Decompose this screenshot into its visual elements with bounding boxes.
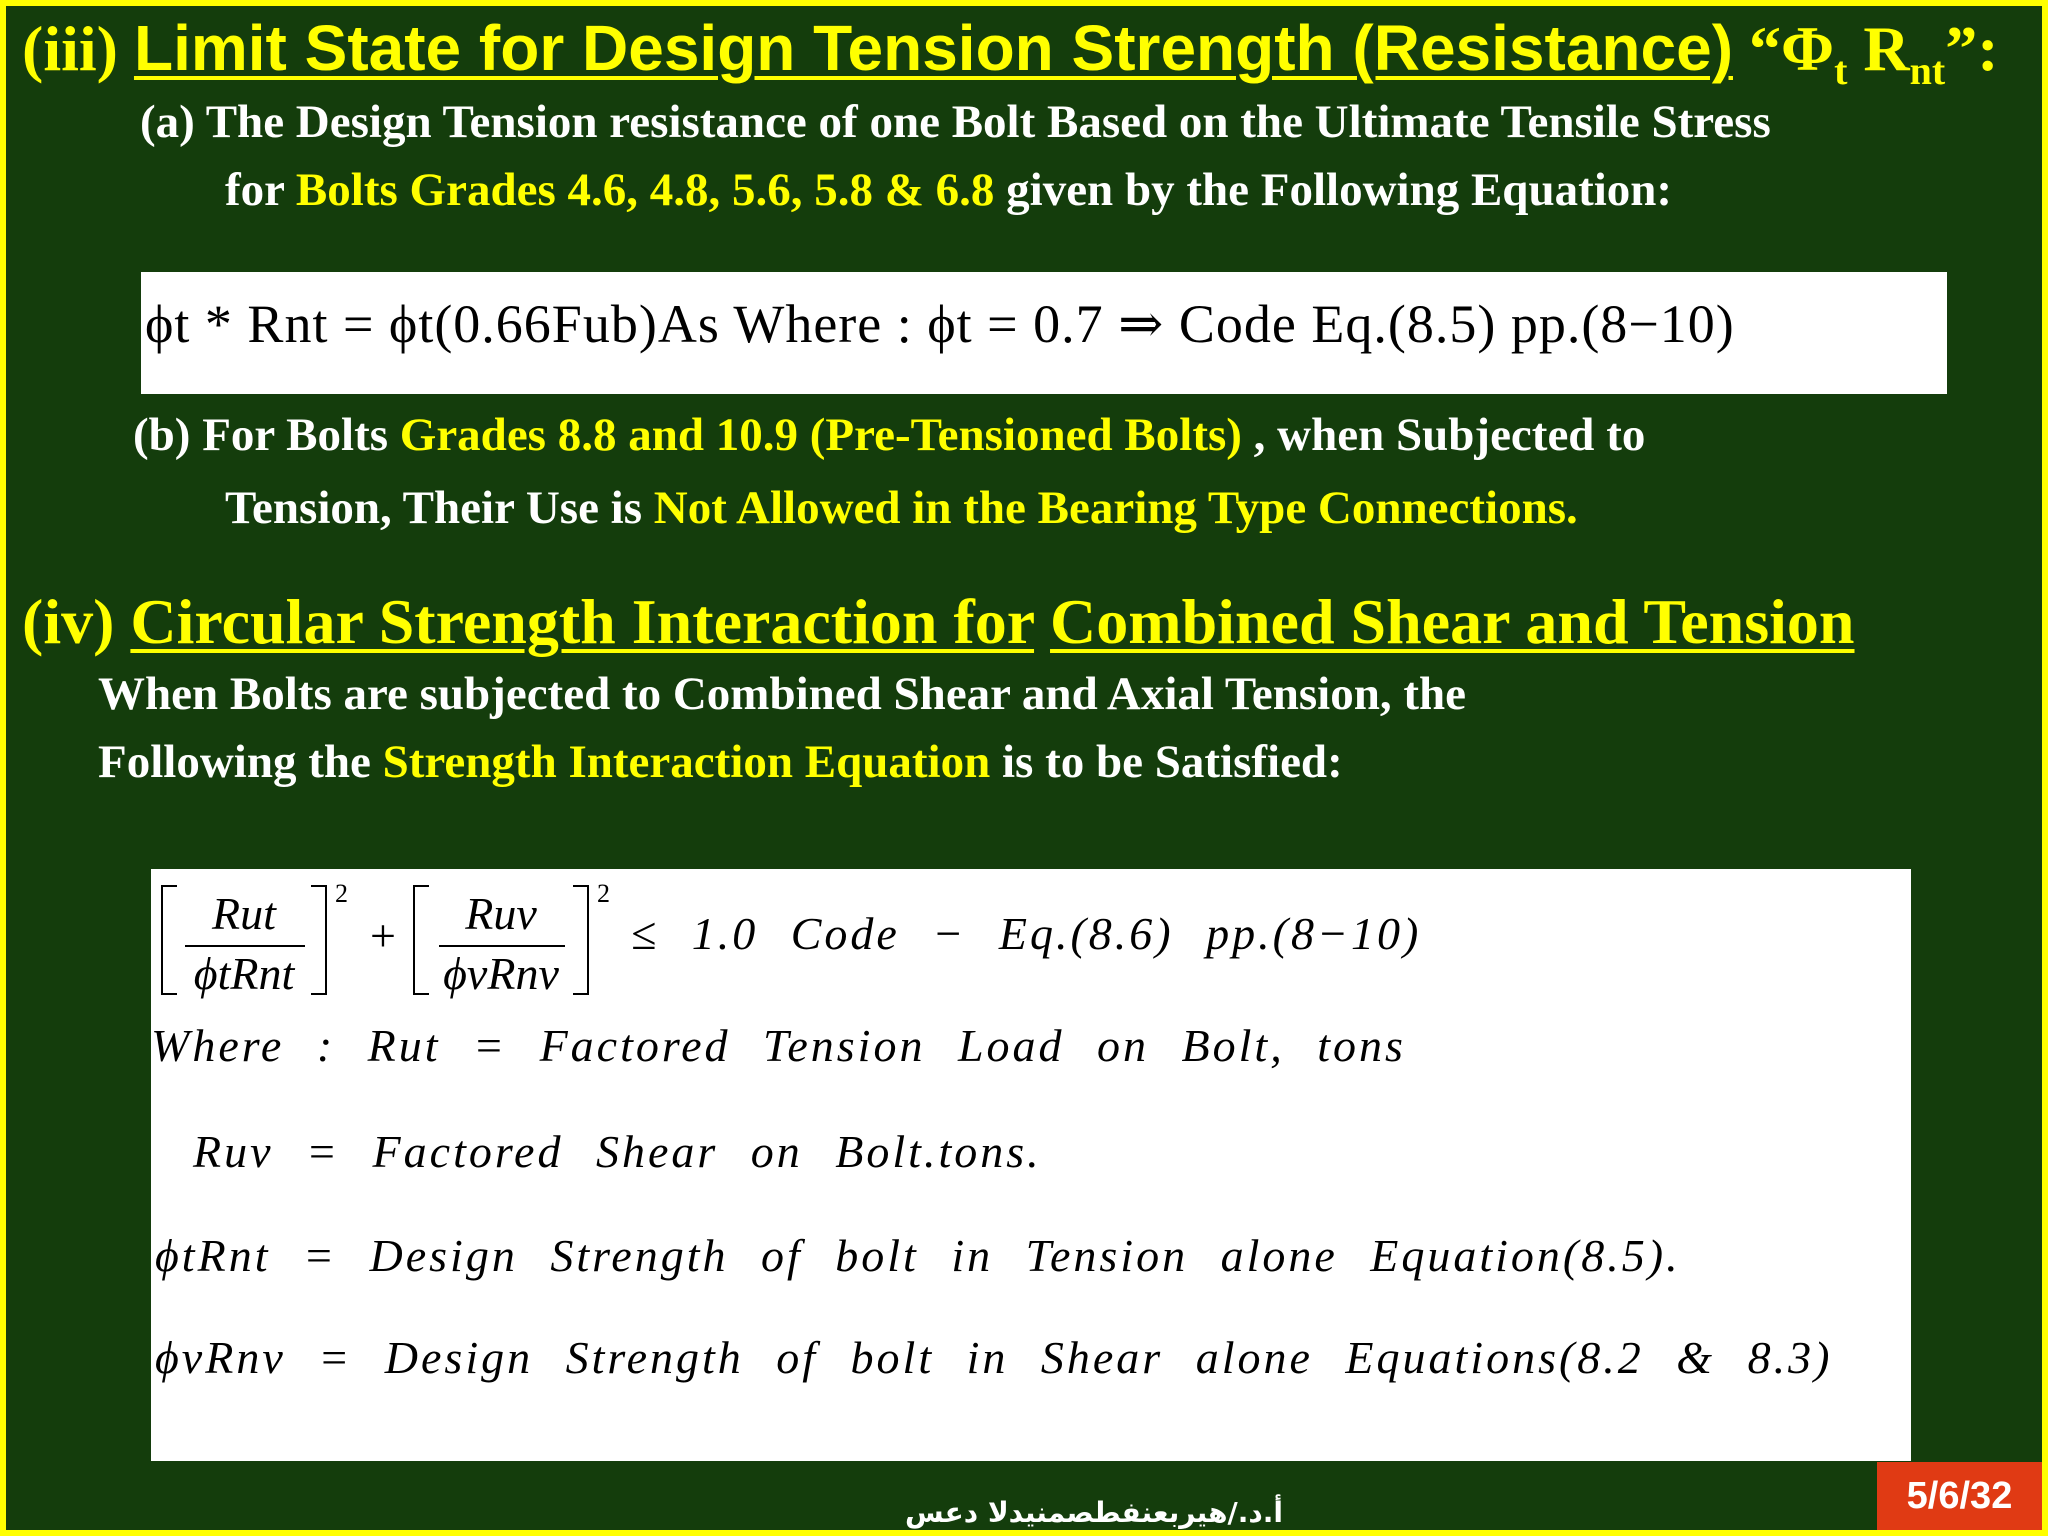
interaction-rhs: ≤ 1.0 Code − Eq.(8.6) pp.(8−10) <box>631 908 1422 959</box>
bracket-left-1 <box>161 885 177 995</box>
section-iii-a-line1: (a) The Design Tension resistance of one Bolt Based on the Ultimate Tensile Stress <box>140 96 1771 148</box>
exponent-2: 2 <box>597 879 610 908</box>
section-iii-a-line2: for Bolts Grades 4.6, 4.8, 5.6, 5.8 & 6.8 given by the Following Equation: <box>225 164 1673 216</box>
page-number-badge: 5/6/32 <box>1877 1462 2042 1530</box>
section-iii-b-line1: (b) For Bolts Grades 8.8 and 10.9 (Pre-Tensioned Bolts) , when Subjected to <box>133 409 1646 461</box>
where-row-3: ϕtRnt = Design Strength of bolt in Tension alone Equation(8.5). <box>155 1230 1681 1281</box>
plus-sign: + <box>370 910 396 961</box>
fraction-1-numerator: Rut <box>212 888 276 939</box>
fraction-2-numerator: Ruv <box>465 888 537 939</box>
bracket-left-2 <box>413 885 429 995</box>
section-iii-symbol: “$\Phi_t$ $R_{nt}$”: <box>1749 13 1999 93</box>
section-iii-title: Limit State for Design Tension Strength (Resistance) <box>133 12 1733 84</box>
section-iv-line1: When Bolts are subjected to Combined Shear and Axial Tension, the <box>98 668 1467 720</box>
bracket-right-1 <box>311 885 327 995</box>
section-iv-heading <box>22 582 1855 662</box>
where-row-4: ϕvRnv = Design Strength of bolt in Shear alone Equations(8.2 & 8.3) <box>155 1332 1833 1383</box>
where-row-1: Where : Rut = Factored Tension Load on Bolt, tons <box>151 1020 1406 1071</box>
footer-author: أ.د./هيربعنفطصمنيدلا دعس <box>905 1496 1283 1529</box>
where-row-2: Ruv = Factored Shear on Bolt.tons. <box>193 1126 1042 1177</box>
fraction-1-denominator: ϕtRnt <box>193 948 295 999</box>
section-iv-title-b: Combined Shear and Tension <box>1050 586 1855 657</box>
section-iii-b-line2: Tension, Their Use is Not Allowed in the Bearing Type Connections. <box>225 482 1578 534</box>
interaction-equation-box <box>151 869 1911 1461</box>
exponent-1: 2 <box>335 879 348 908</box>
section-iii-prefix: (iii) <box>22 13 118 84</box>
section-iv-line2: Following the Strength Interaction Equation is to be Satisfied: <box>98 736 1343 788</box>
section-iv-title-a: Circular Strength Interaction for <box>130 586 1035 657</box>
tension-equation-box <box>141 272 1947 394</box>
tension-equation: ϕt * Rnt = ϕt(0.66Fub)As Where : ϕt = 0.7 ⇒ Code Eq.(8.5) pp.(8−10) <box>145 294 1735 354</box>
bracket-right-2 <box>573 885 589 995</box>
fraction-2-denominator: ϕvRnv <box>443 948 559 999</box>
section-iv-prefix: (iv) <box>22 586 115 657</box>
